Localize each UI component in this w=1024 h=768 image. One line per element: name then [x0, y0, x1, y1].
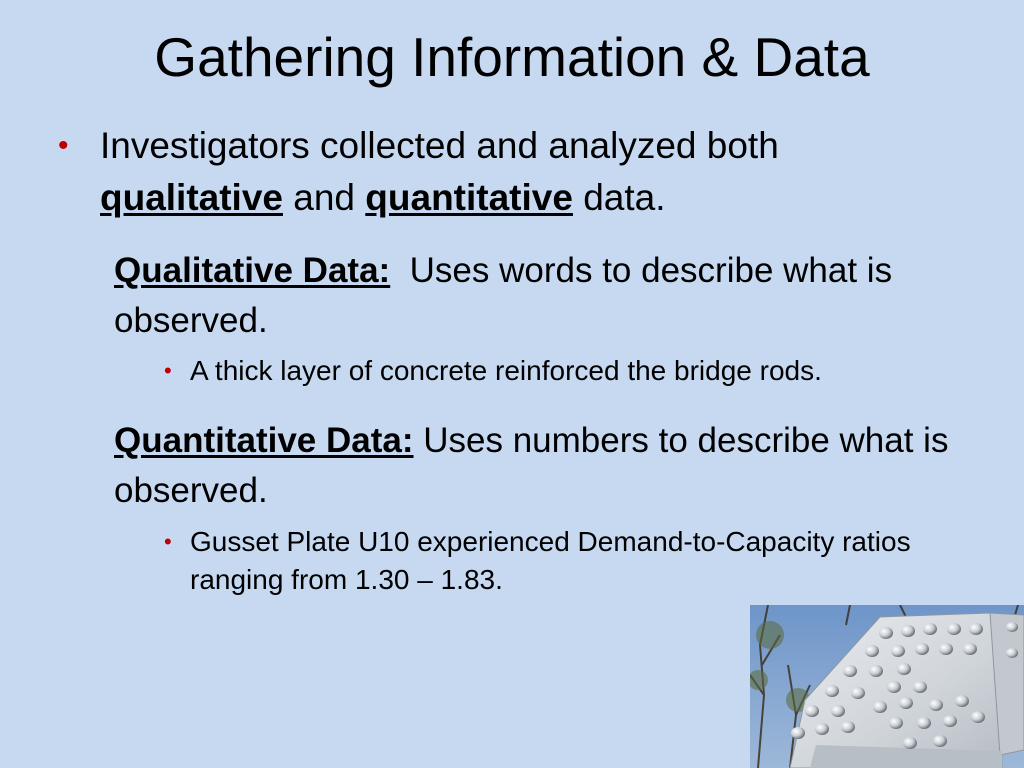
- connector-text: and: [293, 177, 356, 218]
- bullet-marker: •: [58, 129, 69, 162]
- slide-title: Gathering Information & Data: [154, 26, 870, 88]
- quantitative-example-text: Gusset Plate U10 experienced Demand-to-Capacity ratios ranging from 1.30 – 1.83.: [190, 526, 911, 595]
- main-bullet-text: [100, 120, 950, 224]
- main-bullet: [58, 120, 958, 224]
- main-bullet-intro: Investigators collected and analyzed both: [100, 125, 779, 166]
- qualitative-example: [164, 352, 984, 390]
- quantitative-label: Quantitative Data:: [114, 421, 414, 460]
- quantitative-example: [164, 523, 984, 599]
- term-quantitative: quantitative: [365, 177, 573, 218]
- gusset-plate-photo: [750, 605, 1024, 768]
- quantitative-definition: [114, 416, 994, 516]
- qualitative-definition: [114, 246, 994, 346]
- quantitative-description: Uses numbers to describe what is observed.: [114, 421, 949, 510]
- bullet-marker: •: [164, 358, 172, 383]
- bullet-marker: •: [164, 529, 172, 554]
- term-qualitative: qualitative: [100, 177, 283, 218]
- main-bullet-end: data.: [583, 177, 666, 218]
- qualitative-label: Qualitative Data:: [114, 251, 391, 290]
- qualitative-description: Uses words to describe what is observed.: [114, 251, 893, 340]
- qualitative-example-text: A thick layer of concrete reinforced the bridge rods.: [190, 355, 822, 386]
